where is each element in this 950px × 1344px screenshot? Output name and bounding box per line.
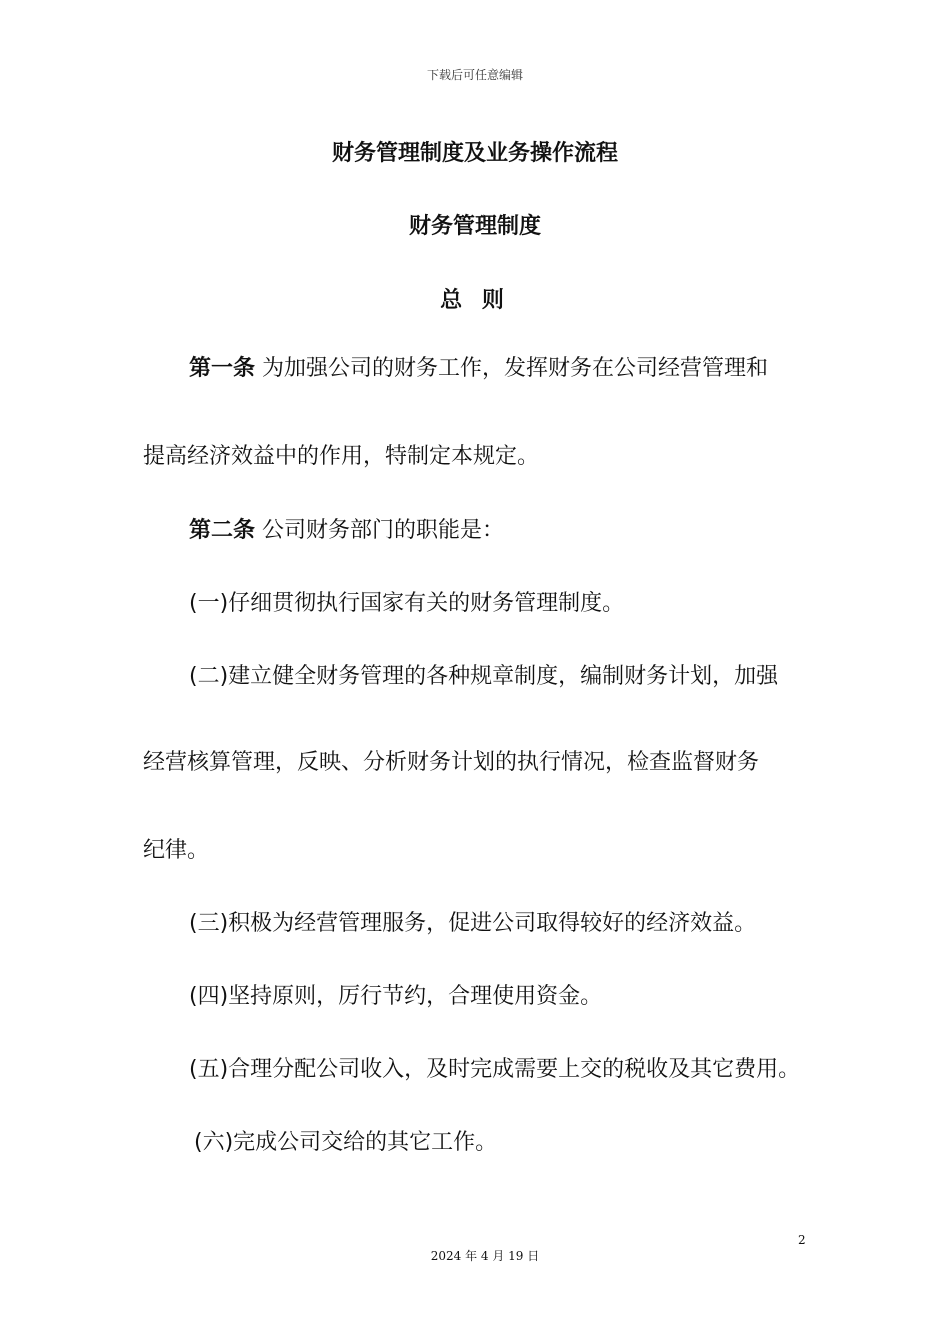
document-subtitle: 财务管理制度 [408, 214, 541, 239]
list-item-2-line-1: (二)建立健全财务管理的各种规章制度，编制财务计划，加强 [189, 664, 779, 689]
list-item-2-line-3: 纪律。 [143, 838, 210, 863]
page-number: 2 [798, 1233, 806, 1247]
page-header: 下载后可任意编辑 [426, 68, 523, 82]
article-2-text: 公司财务部门的职能是： [255, 518, 505, 543]
article-1-text: 为加强公司的财务工作，发挥财务在公司经营管理和 [255, 356, 769, 381]
footer-date: 2024 年 4 月 19 日 [430, 1249, 540, 1263]
article-2-line [189, 516, 504, 546]
article-2-label: 第二条 [189, 518, 256, 543]
list-item-4: (四)坚持原则，厉行节约，合理使用资金。 [189, 984, 603, 1009]
article-1-line-1 [189, 354, 768, 384]
list-item-2-line-2: 经营核算管理，反映、分析财务计划的执行情况，检查监督财务 [143, 750, 760, 775]
document-title: 财务管理制度及业务操作流程 [331, 141, 618, 166]
list-item-1: (一)仔细贯彻执行国家有关的财务管理制度。 [189, 591, 625, 616]
list-item-6: (六)完成公司交给的其它工作。 [194, 1130, 498, 1155]
article-1-label: 第一条 [189, 356, 256, 381]
list-item-3: (三)积极为经营管理服务，促进公司取得较好的经济效益。 [189, 911, 757, 936]
section-heading: 总 则 [440, 288, 510, 313]
article-1-line-2: 提高经济效益中的作用，特制定本规定。 [143, 444, 540, 469]
list-item-5: (五)合理分配公司收入，及时完成需要上交的税收及其它费用。 [189, 1057, 801, 1082]
